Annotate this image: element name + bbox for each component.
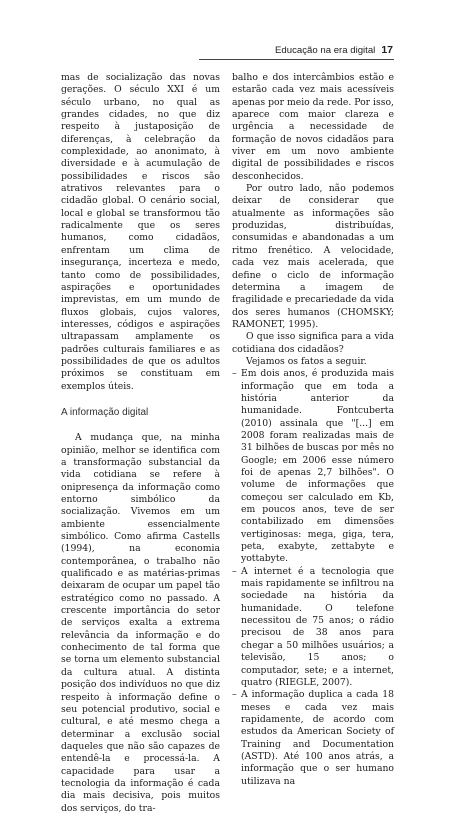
header-divider — [199, 59, 394, 60]
body-paragraph: O que isso significa para a vida cotidiana dos cidadãos? — [232, 331, 394, 355]
running-header-title: Educação na era digital — [275, 45, 376, 56]
list-item: – A informação duplica a cada 18 meses e cada vez mais rapidamente, de acordo com estudos da American Society of Training and Documentation (ASTD). Até 100 anos atrás, a informação que o ser humano utilizava na — [232, 689, 394, 788]
list-item: – Em dois anos, é produzida mais informação que em toda a história anterior da humanidade. Fontcuberta (2010) assinala que "[...] em 2008 foram realizadas mais de 31 bilhões de buscas por mês no Google; em 2006 esse número foi de apenas 2,7 bilhões". O volume de informações que começou ser calculado em Kb, em poucos anos, teve de ser contabilizado em dimensões vertiginosas: mega, giga, tera, peta, exabyte, zettabyte e yottabyte. — [232, 368, 394, 566]
body-paragraph: A mudança que, na minha opinião, melhor se identifica com a transformação substancial da vida cotidiana se refere à onipresença da informação como entorno simbólico da socialização. Vivemos em um ambiente essencialmente simbólico. Como afirma Castells (1994), na economia contemporânea, o trabalho não qualificado e as matérias-primas deixaram de ocupar um papel tão estratégico como no passado. A crescente importância do setor de serviços exalta a extrema relevância da informação e do conhecimento de tal forma que se torna um elemento substancial da cultura atual. A distinta posição dos indivíduos no que diz respeito à informação define o seu potencial produtivo, social e cultural, e até mesmo chega a determinar a exclusão social daqueles que não são capazes de entendê-la e processá-la. A capacidade para usar a tecnologia da informação é cada dia mais decisiva, pois muitos dos serviços, do tra- — [61, 432, 220, 814]
body-paragraph: balho e dos intercâmbios estão e estarão cada vez mais acessíveis apenas por meio da rede. Por isso, aparece com maior clareza e urgência a necessidade de formação de novos cidadãos para viver em um novo ambiente digital de possibilidades e riscos desconhecidos. — [232, 72, 394, 182]
section-heading: A informação digital — [61, 406, 149, 418]
left-column — [61, 72, 220, 815]
page-number: 17 — [381, 44, 393, 56]
list-item: – A internet é a tecnologia que mais rapidamente se infiltrou na sociedade na história da humanidade. O telefone necessitou de 75 anos; o rádio precisou de 38 anos para chegar a 50 milhões usuários; a televisão, 15 anos; o computador, sete; e a internet, quatro (RIEGLE, 2007). — [232, 566, 394, 689]
body-paragraph: Por outro lado, não podemos deixar de considerar que atualmente as informações são produzidas, distribuídas, consumidas e abandonadas a um ritmo frenético. A velocidade, cada vez mais acelerada, que define o ciclo de informação determina a imagem de fragilidade e precariedade da vida dos seres humanos (CHOMSKY; RAMONET, 1995). — [232, 183, 394, 330]
body-paragraph: mas de socialização das novas gerações. O século XXI é um século urbano, no qual as grandes cidades, no que diz respeito à justaposição de diferenças, à celebração da complexidade, ao anonimato, à diversidade e à acumulação de possibilidades e riscos são atrativos relevantes para o cidadão global. O cenário social, local e global se transformou tão radicalmente que os seres humanos, como cidadãos, enfrentam um clima de insegurança, incerteza e medo, tanto como de possibilidades, aspirações e oportunidades imprevistas, em um mundo de fluxos globais, cujos valores, interesses, códigos e aspirações ultrapassam amplamente os padrões culturais familiares e as possibilidades de que os adultos próximos se constituam em exemplos úteis. — [61, 72, 220, 392]
body-paragraph: Vejamos os fatos a seguir. — [246, 355, 367, 367]
right-column — [232, 72, 394, 788]
running-header — [275, 44, 393, 56]
facts-list — [232, 368, 394, 788]
